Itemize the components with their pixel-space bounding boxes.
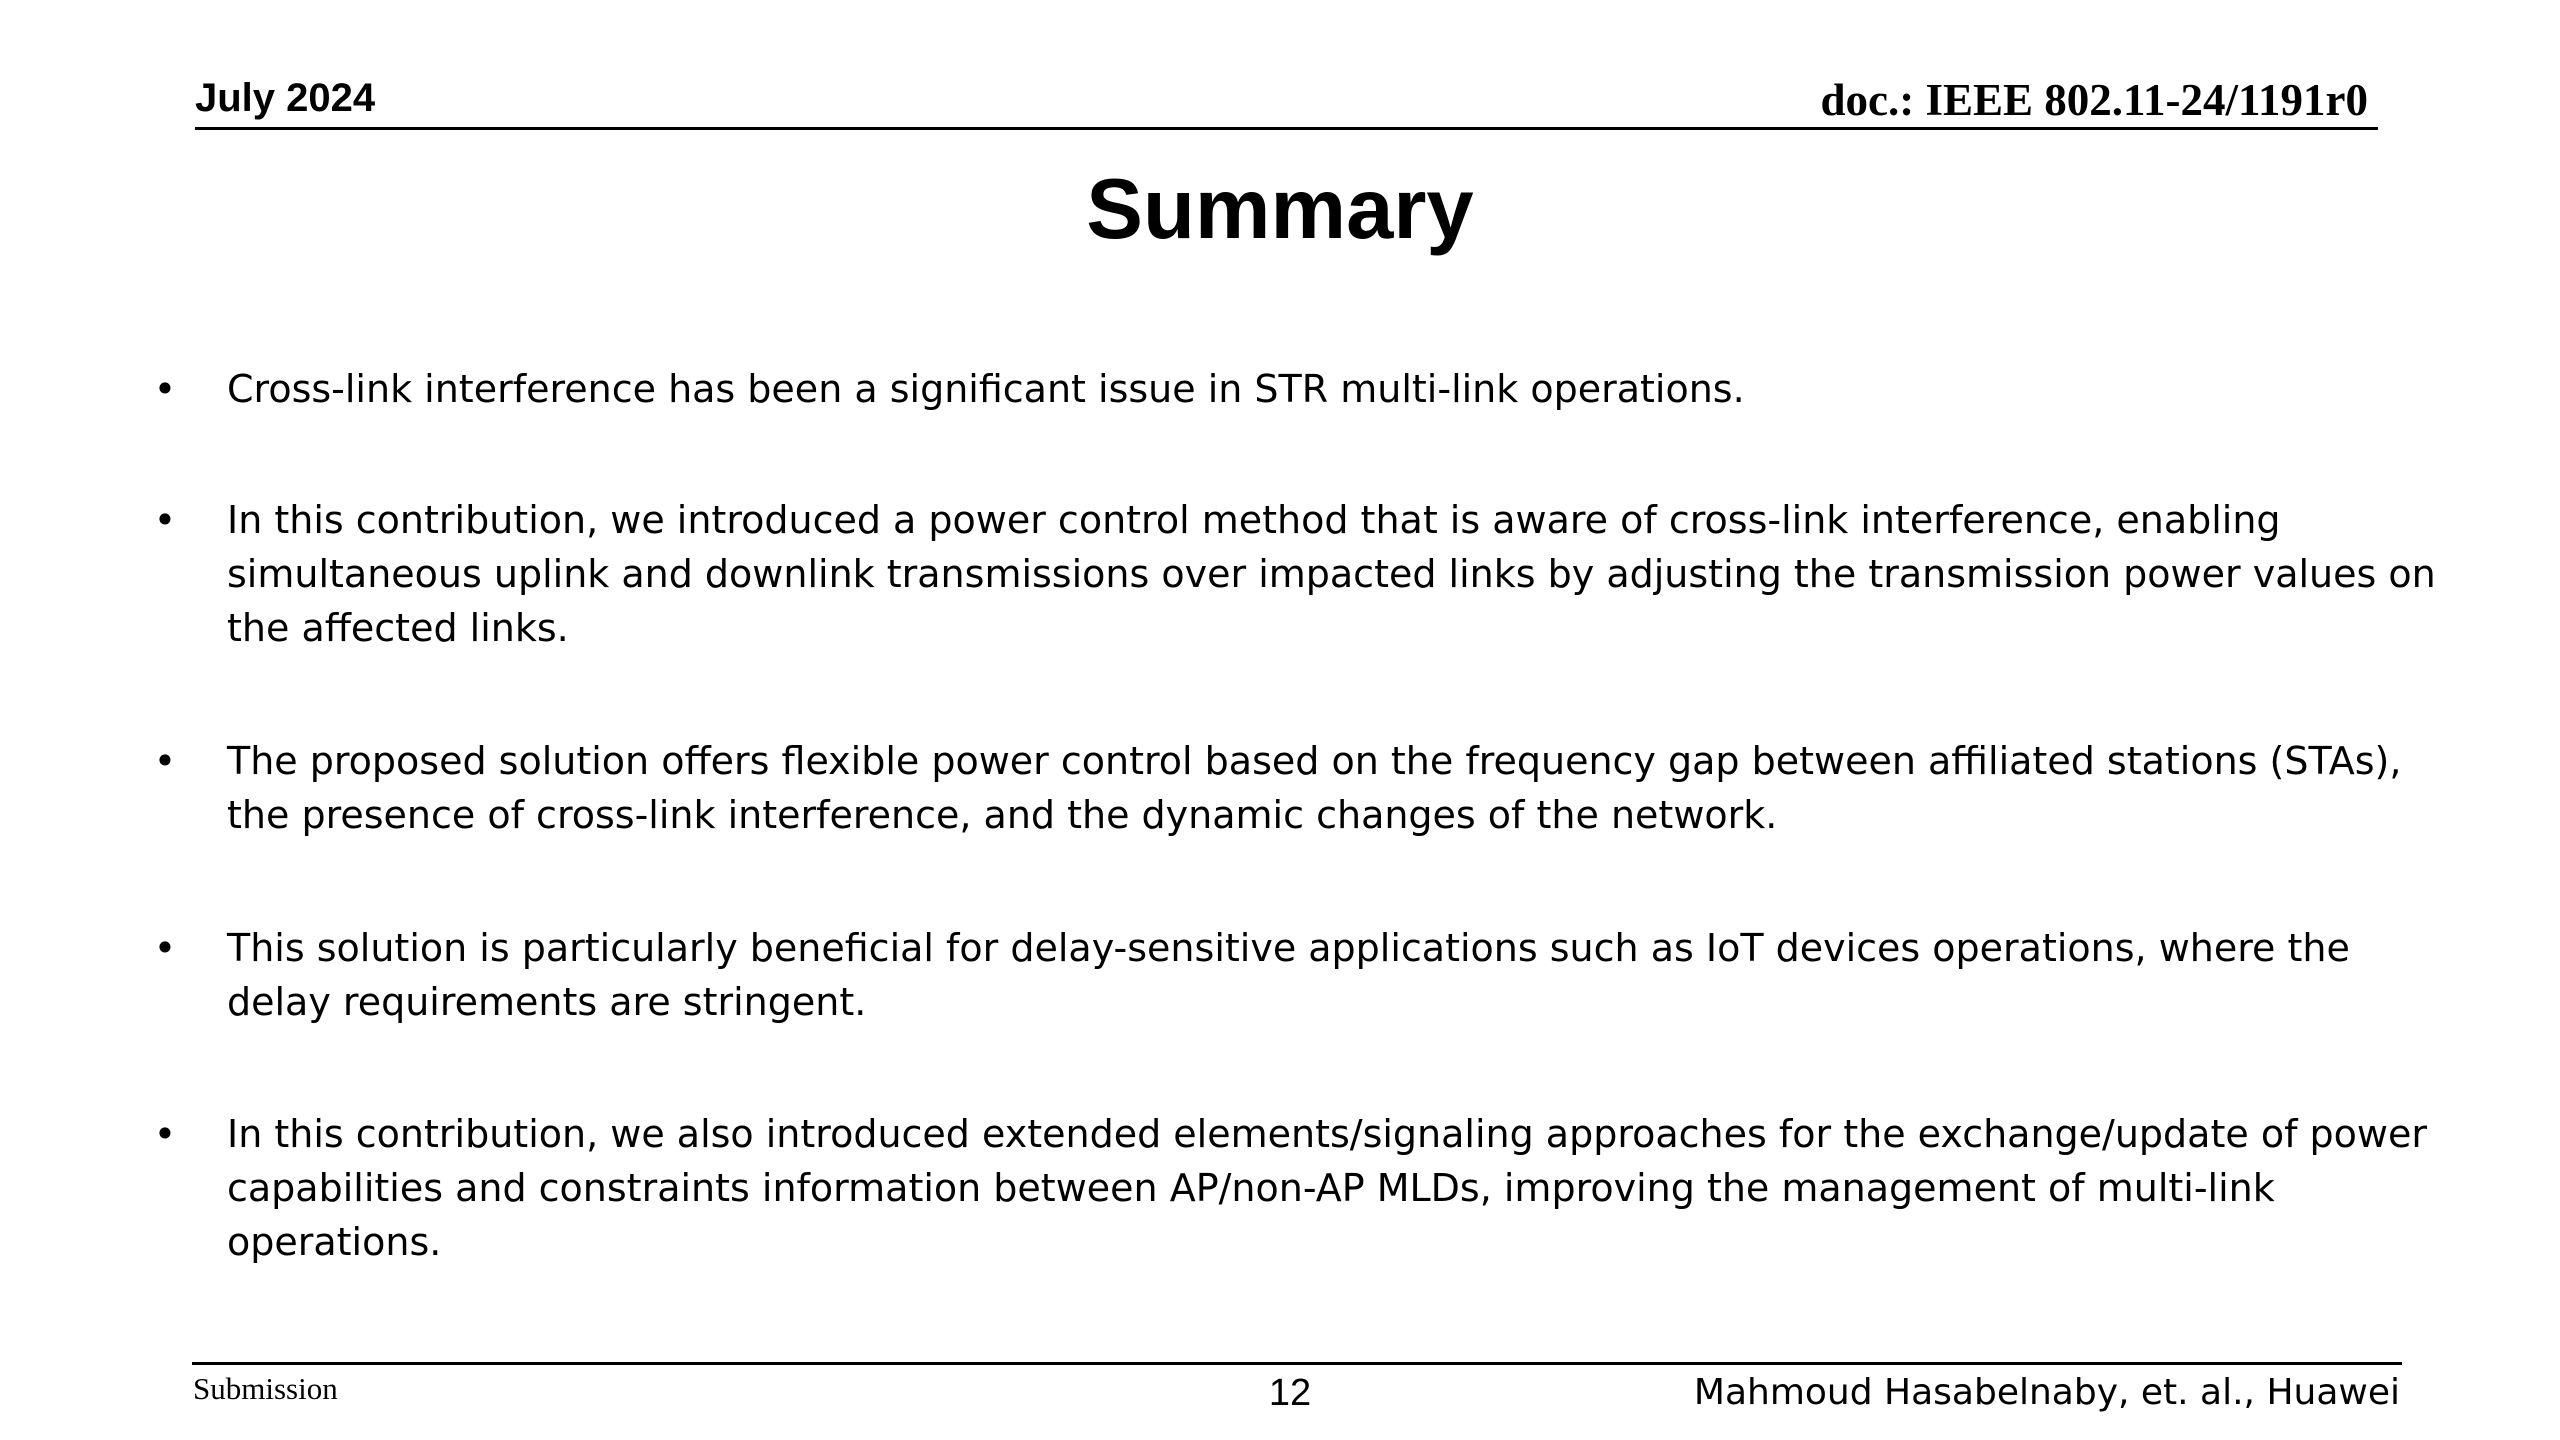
bullet-icon: • xyxy=(153,926,177,970)
header-date: July 2024 xyxy=(195,76,376,120)
bullet-text: Cross-link interference has been a significant issue in STR multi-link operations. xyxy=(227,367,1745,411)
page-number: 12 xyxy=(1268,1372,1312,1414)
bullet-icon: • xyxy=(153,739,177,783)
bullet-item xyxy=(150,921,2450,1029)
bullet-item xyxy=(150,493,2450,655)
footer-submission-label: Submission xyxy=(193,1371,338,1406)
footer-authors: Mahmoud Hasabelnaby, et. al., Huawei xyxy=(1693,1372,2400,1413)
bullet-icon: • xyxy=(153,367,177,411)
bullet-icon: • xyxy=(153,1112,177,1156)
bullet-text: The proposed solution offers flexible power control based on the frequency gap between affiliated stations (STAs), the presence of cross-link interference, and the dynamic changes of the network. xyxy=(227,739,2402,837)
bullet-item xyxy=(150,362,2450,416)
bullet-item xyxy=(150,734,2450,842)
bullet-text: In this contribution, we also introduced extended elements/signaling approaches for the exchange/update of power capabilities and constraints information between AP/non-AP MLDs, improving the management of multi-link operations. xyxy=(227,1112,2427,1264)
bullet-text: This solution is particularly beneficial for delay-sensitive applications such as IoT devices operations, where the delay requirements are stringent. xyxy=(227,926,2350,1024)
slide-title: Summary xyxy=(1086,162,1474,257)
bullet-icon: • xyxy=(153,498,177,542)
bullet-item xyxy=(150,1107,2450,1269)
document-id: doc.: IEEE 802.11-24/1191r0 xyxy=(1820,75,2368,125)
footer-divider xyxy=(192,1362,2402,1365)
bullet-text: In this contribution, we introduced a power control method that is aware of cross-link interference, enabling simultaneous uplink and downlink transmissions over impacted links by adjusting the transmission power values on the affected links. xyxy=(227,498,2436,650)
